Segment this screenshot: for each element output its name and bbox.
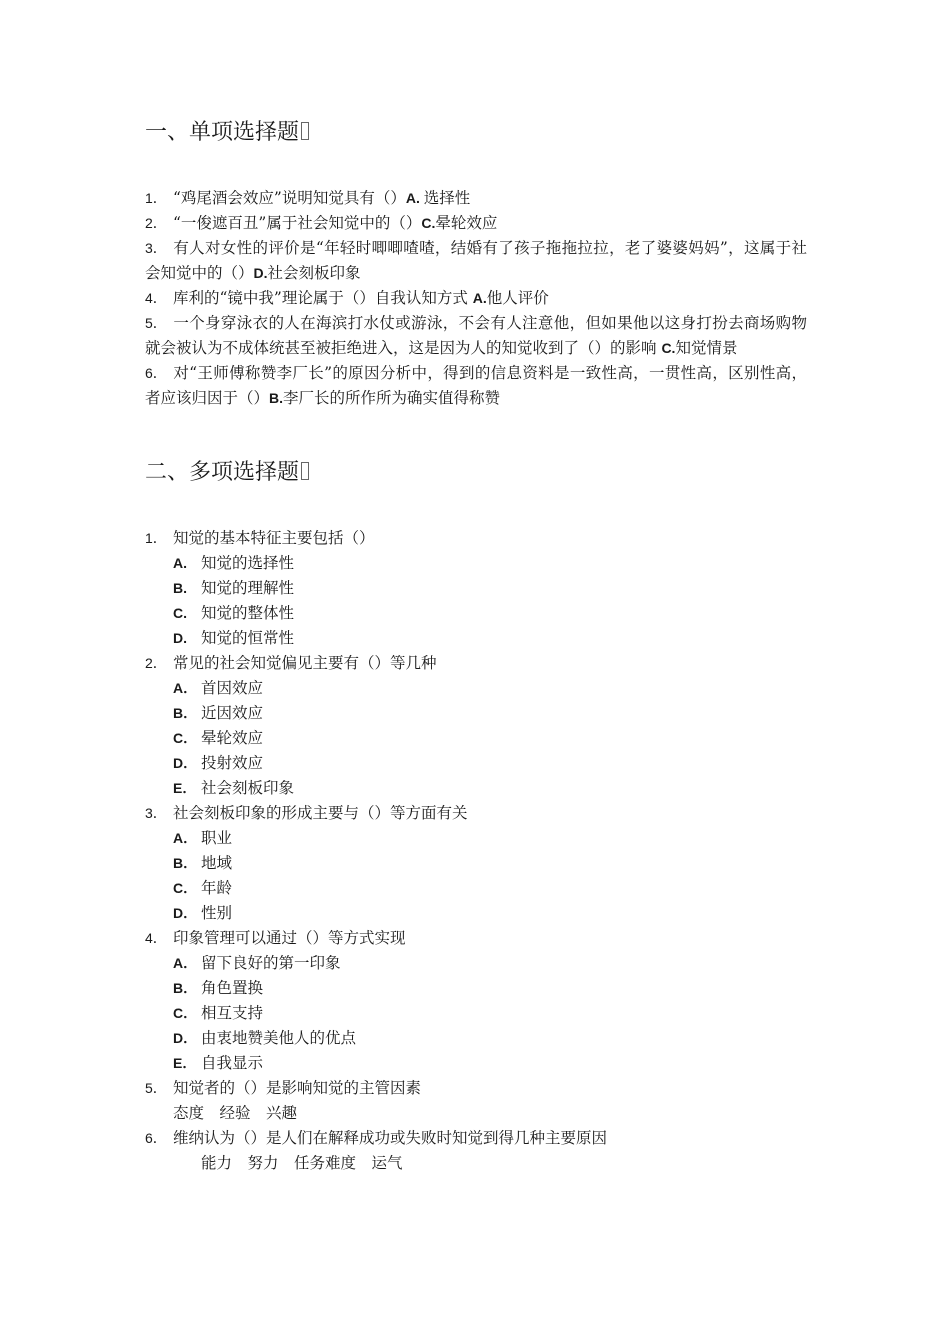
mc-question-5: 5． 知觉者的（）是影响知觉的主管因素 [145, 1079, 422, 1097]
multiple-choice-list [145, 526, 807, 1176]
mc-question-1: 1． 知觉的基本特征主要包括（） [145, 529, 375, 547]
mc-question-4: 4． 印象管理可以通过（）等方式实现 [145, 929, 406, 947]
mc-option: A. 知觉的选择性 [173, 554, 295, 572]
mc-option: A． 留下良好的第一印象 [173, 954, 341, 972]
missing-glyph-box [301, 462, 309, 480]
mc-option: D． 投射效应 [173, 754, 264, 772]
question-1: 1． “鸡尾酒会效应”说明知觉具有（）A. 选择性 [145, 189, 471, 207]
mc-question-6: 6． 维纳认为（）是人们在解释成功或失败时知觉到得几种主要原因 [145, 1129, 608, 1147]
mc-option: E． 社会刻板印象 [173, 779, 295, 797]
mc-answer-5: 态度 经验 兴趣 [173, 1104, 298, 1122]
mc-option: B． 近因效应 [173, 704, 264, 722]
mc-option: D. 知觉的恒常性 [173, 629, 295, 647]
mc-question-3: 3． 社会刻板印象的形成主要与（）等方面有关 [145, 804, 468, 822]
mc-answer-6: 能力 努力 任务难度 运气 [201, 1154, 403, 1172]
mc-option: B. 知觉的理解性 [173, 579, 295, 597]
mc-option: C. 知觉的整体性 [173, 604, 295, 622]
question-6: 6． 对“王师傅称赞李厂长”的原因分析中，得到的信息资料是一致性高，一贯性高，区别性高，者应该归因于（）B.李厂长的所作所为确实值得称赞 [145, 364, 807, 407]
mc-option: A． 职业 [173, 829, 233, 847]
mc-option: B． 地域 [173, 854, 233, 872]
mc-option: D． 由衷地赞美他人的优点 [173, 1029, 357, 1047]
mc-option: C． 相互支持 [173, 1004, 264, 1022]
mc-question-2: 2． 常见的社会知觉偏见主要有（）等几种 [145, 654, 437, 672]
question-5: 5． 一个身穿泳衣的人在海滨打水仗或游泳，不会有人注意他，但如果他以这身打扮去商场购物就会被认为不成体统甚至被拒绝进入，这是因为人的知觉收到了（）的影响 C.知觉情景 [145, 314, 807, 357]
mc-option: D． 性别 [173, 904, 233, 922]
mc-option: B． 角色置换 [173, 979, 264, 997]
mc-option: C． 年龄 [173, 879, 233, 897]
question-2: 2． “一俊遮百丑”属于社会知觉中的（）C.晕轮效应 [145, 214, 498, 232]
mc-option: C． 晕轮效应 [173, 729, 264, 747]
section-heading-multiple-choice: 二、多项选择题 [145, 458, 309, 488]
question-4: 4． 库利的“镜中我”理论属于（）自我认知方式 A.他人评价 [145, 289, 549, 307]
question-3: 3． 有人对女性的评价是“年轻时唧唧喳喳，结婚有了孩子拖拖拉拉，老了婆婆妈妈”，这属于社会知觉中的（）D.社会刻板印象 [145, 239, 807, 282]
single-choice-list [145, 186, 807, 411]
section-heading-single-choice: 一、单项选择题 [145, 118, 309, 148]
mc-option: A． 首因效应 [173, 679, 264, 697]
missing-glyph-box [301, 122, 309, 140]
mc-option: E． 自我显示 [173, 1054, 264, 1072]
